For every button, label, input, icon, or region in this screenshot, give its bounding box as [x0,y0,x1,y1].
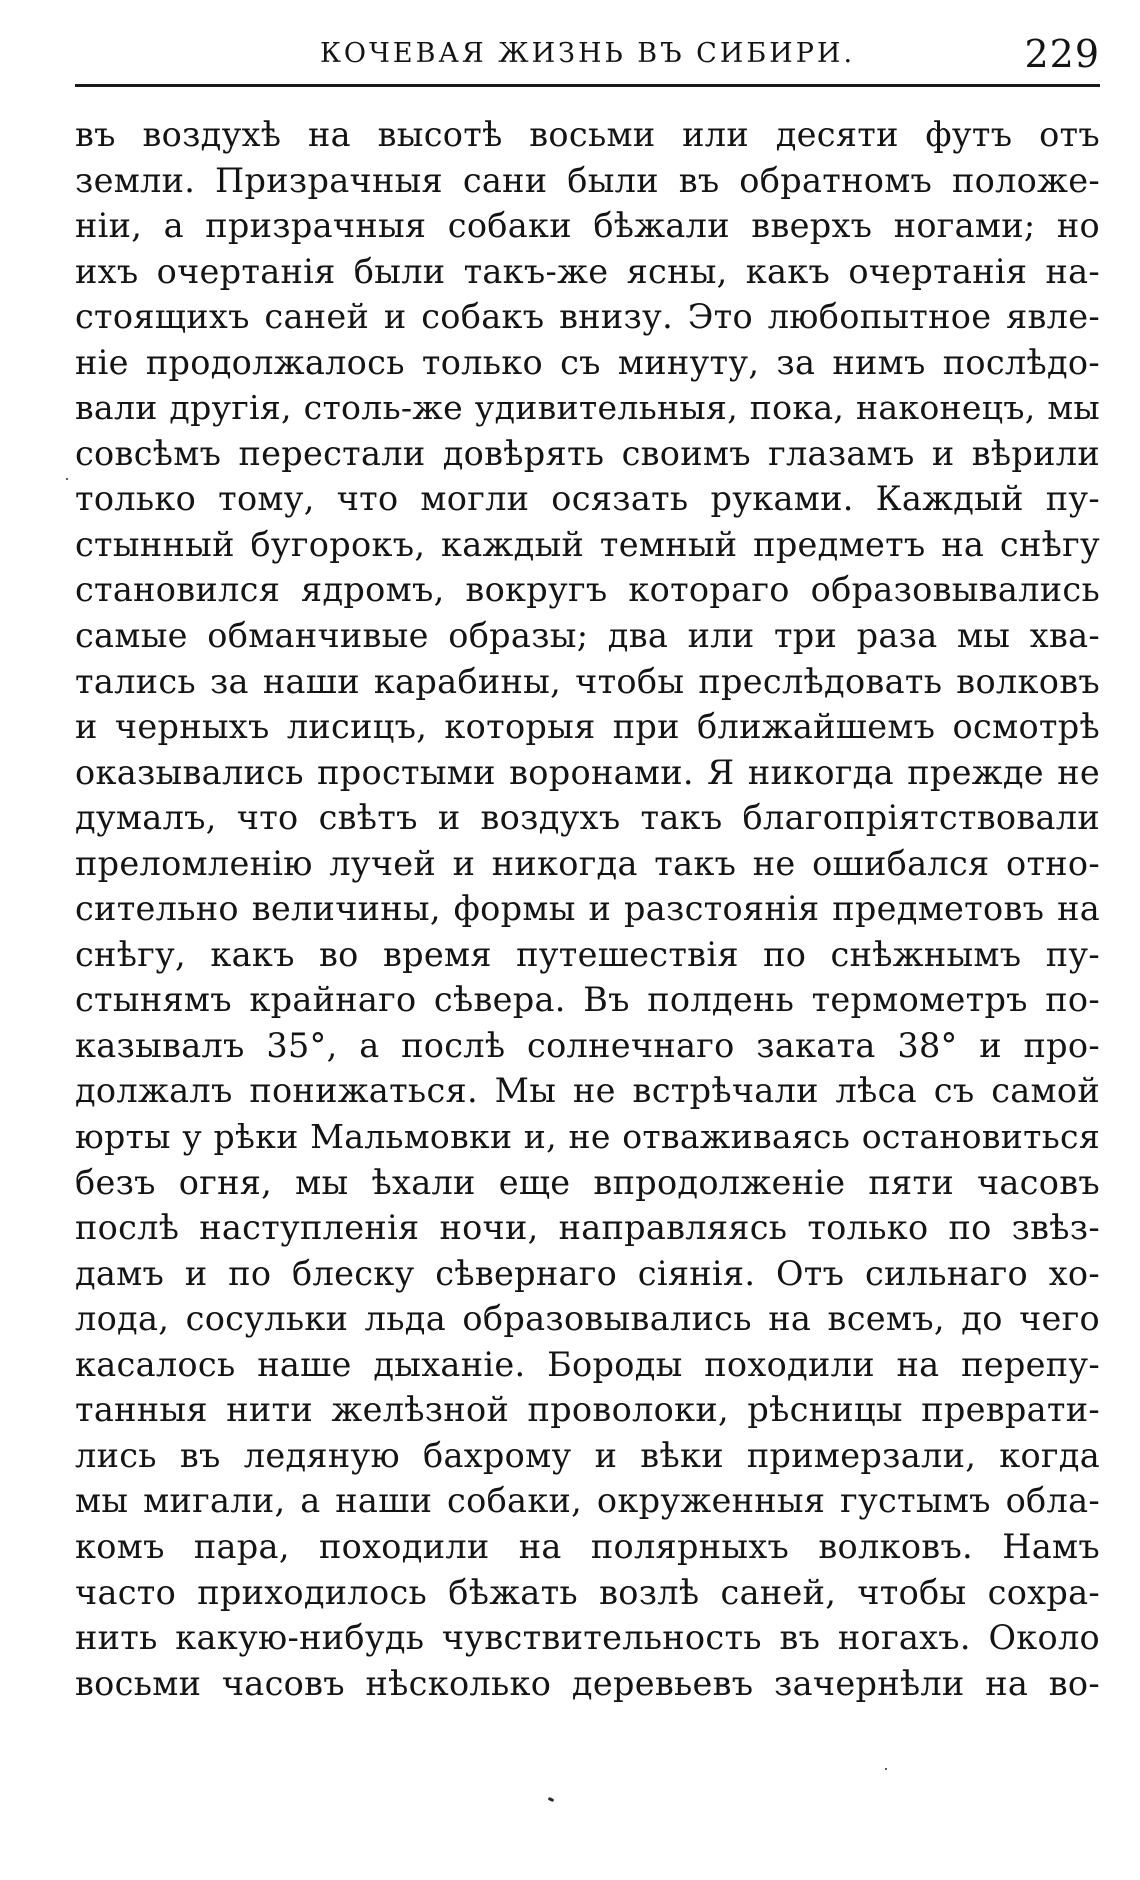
header-rule [75,84,1100,87]
text-line: ніе продолжалось только съ минуту, за нимъ послѣдо- [75,342,1100,382]
text-line: вали другія, столь-же удивительныя, пока, наконецъ, мы [75,388,1100,428]
text-line: снѣгу, какъ во время путешествія по снѣжнымъ пу- [75,934,1100,974]
ink-speck [548,1797,555,1802]
ink-speck [66,478,68,480]
page-number: 229 [1024,32,1100,76]
text-line: только тому, что могли осязать руками. Каждый пу- [75,479,1100,519]
running-title: КОЧЕВАЯ ЖИЗНЬ ВЪ СИБИРИ. [319,38,856,69]
text-line: тались за наши карабины, чтобы преслѣдовать волковъ [75,661,1100,701]
text-line: думалъ, что свѣтъ и воздухъ такъ благопріятствовали [75,798,1100,838]
text-line: танныя нити желѣзной проволоки, рѣсницы преврати- [75,1390,1100,1430]
text-line: стынямъ крайнаго сѣвера. Въ полдень термометръ по- [75,980,1100,1020]
text-line: становился ядромъ, вокругъ котораго образовывались [75,570,1100,610]
text-line: касалось наше дыханіе. Бороды походили на перепу- [75,1344,1100,1384]
ink-speck [885,1768,887,1770]
text-line: часто приходилось бѣжать возлѣ саней, чтобы сохра- [75,1572,1100,1612]
text-line: самые обманчивые образы; два или три раза мы хва- [75,616,1100,656]
running-head [75,34,1100,80]
body-text [75,112,1100,1706]
text-line: послѣ наступленія ночи, направляясь только по звѣз- [75,1208,1100,1248]
text-line: сительно величины, формы и разстоянія предметовъ на [75,889,1100,929]
text-line: стынный бугорокъ, каждый темный предметъ на снѣгу [75,524,1100,564]
text-line: преломленію лучей и никогда такъ не ошибался отно- [75,843,1100,883]
text-line: въ воздухѣ на высотѣ восьми или десяти футъ отъ [75,115,1100,154]
text-line: и черныхъ лисицъ, которыя при ближайшемъ осмотрѣ [75,707,1100,747]
text-line: нить какую-нибудь чувствительность въ ногахъ. Около [75,1618,1100,1658]
text-line: лись въ ледяную бахрому и вѣки примерзали, когда [75,1435,1100,1475]
text-line: оказывались простыми воронами. Я никогда прежде не [75,752,1100,792]
text-line: комъ пара, походили на полярныхъ волковъ. Намъ [75,1526,1100,1566]
text-line: совсѣмъ перестали довѣрять своимъ глазамъ и вѣрили [75,433,1100,473]
text-line: казывалъ 35°, а послѣ солнечнаго заката 38° и про- [75,1025,1100,1065]
text-line: восьми часовъ нѣсколько деревьевъ зачернѣли на во- [75,1663,1100,1703]
text-line: земли. Призрачныя сани были въ обратномъ положе- [75,160,1100,200]
text-line: юрты у рѣки Мальмовки и, не отваживаясь остановиться [75,1117,1100,1157]
text-line: дамъ и по блеску сѣвернаго сіянія. Отъ сильнаго хо- [75,1253,1100,1293]
text-line: должалъ понижаться. Мы не встрѣчали лѣса съ самой [75,1071,1100,1111]
text-line: безъ огня, мы ѣхали еще впродолженіе пяти часовъ [75,1162,1100,1202]
text-line: мы мигали, а наши собаки, окруженныя густымъ обла- [75,1481,1100,1521]
text-line: стоящихъ саней и собакъ внизу. Это любопытное явле- [75,297,1100,337]
text-line: ихъ очертанія были такъ-же ясны, какъ очертанія на- [75,251,1100,291]
text-line: ніи, а призрачныя собаки бѣжали вверхъ ногами; но [75,206,1100,246]
text-line: лода, сосульки льда образовывались на всемъ, до чего [75,1299,1100,1339]
